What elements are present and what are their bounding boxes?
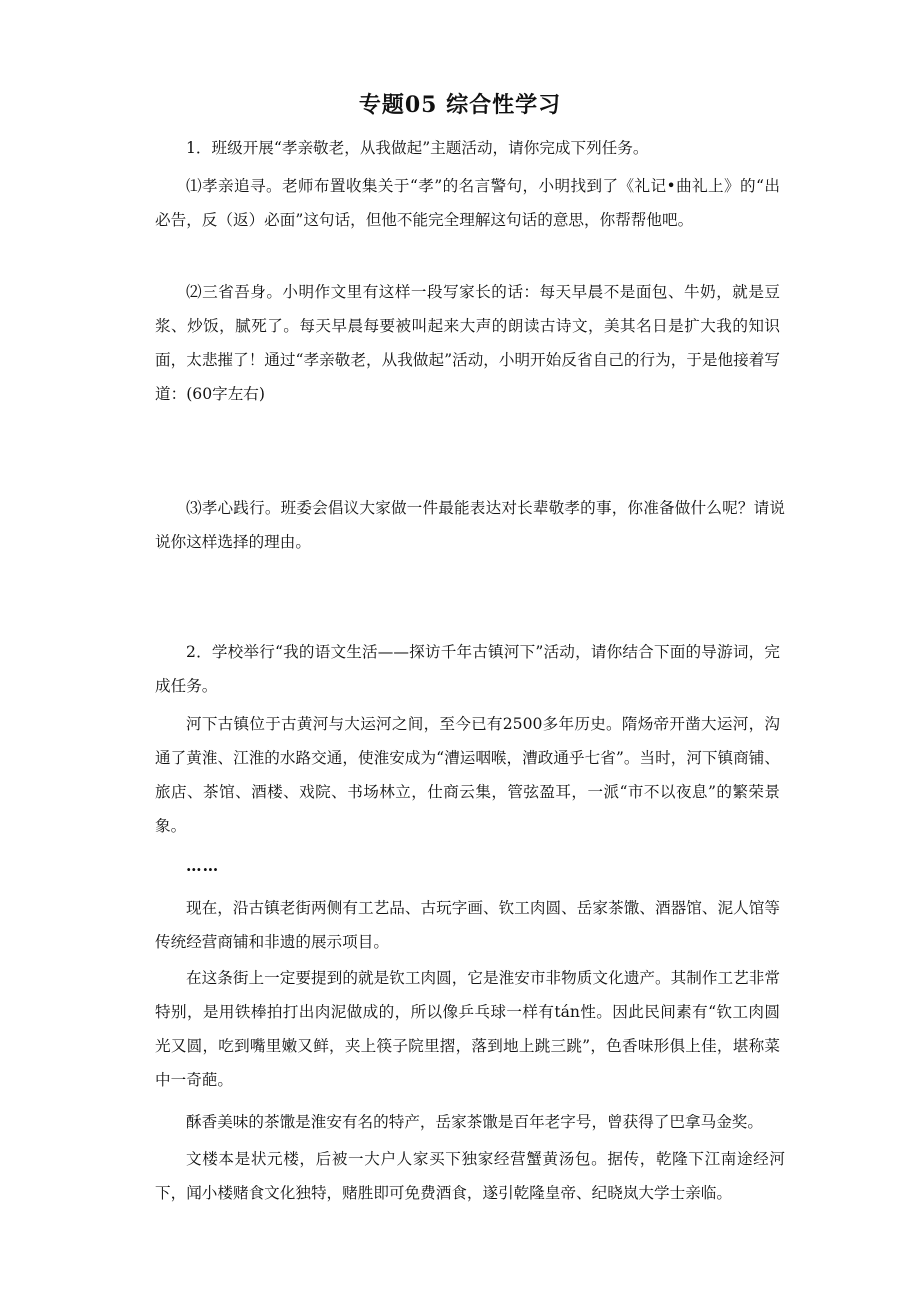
question-2-paragraph-3: 在这条街上一定要提到的就是钦工肉圆，它是淮安市非物质文化遗产。其制作工艺非常特别，是用铁棒拍打出肉泥做成的，所以像乒乓球一样有tán性。因此民间素有“钦工肉圆光又圆，吃到嘴里嫩又鲜，夹上筷子院里摺，落到地上跳三跳”，色香味形俱上佳，堪称菜中一奇葩。: [155, 969, 780, 1089]
page-title: 专题05 综合性学习: [358, 92, 562, 118]
ellipsis: ……: [186, 856, 220, 875]
question-1-intro: 1．班级开展“孝亲敬老，从我做起”主题活动，请你完成下列任务。: [186, 139, 649, 157]
question-1-sub-2: ⑵三省吾身。小明作文里有这样一段写家长的话：每天早晨不是面包、牛奶，就是豆浆、炒饭，腻死了。每天早晨每要被叫起来大声的朗读古诗文，美其名日是扩大我的知识面，太悲摧了！通过“孝亲敬老，从我做起”活动，小明开始反省自己的行为，于是他接着写道：(60字左右): [155, 283, 780, 403]
question-2-paragraph-4: 酥香美味的茶馓是淮安有名的特产，岳家茶馓是百年老字号，曾获得了巴拿马金奖。: [186, 1113, 763, 1131]
question-1-sub-1: ⑴孝亲追寻。老师布置收集关于“孝”的名言警句，小明找到了《礼记•曲礼上》的“出必告，反（返）必面”这句话，但他不能完全理解这句话的意思，你帮帮他吧。: [155, 177, 780, 229]
question-2-paragraph-1: 河下古镇位于古黄河与大运河之间，至今已有2500多年历史。隋炀帝开凿大运河，沟通了黄淮、江淮的水路交通，使淮安成为“漕运咽喉，漕政通乎七省”。当时，河下镇商铺、旅店、茶馆、酒楼、戏院、书场林立，仕商云集，管弦盈耳，一派“市不以夜息”的繁荣景象。: [155, 715, 780, 835]
question-2-intro: 2．学校举行“我的语文生活——探访千年古镇河下”活动，请你结合下面的导游词，完成任务。: [155, 643, 780, 695]
question-1-sub-3: ⑶孝心践行。班委会倡议大家做一件最能表达对长辈敬孝的事，你准备做什么呢？请说说你这样选择的理由。: [155, 499, 785, 551]
question-2-paragraph-5: 文楼本是状元楼，后被一大户人家买下独家经营蟹黄汤包。据传，乾隆下江南途经河下，闻小楼赌食文化独特，赌胜即可免费酒食，遂引乾隆皇帝、纪晓岚大学士亲临。: [155, 1150, 785, 1202]
question-2-paragraph-2: 现在，沿古镇老街两侧有工艺品、古玩字画、钦工肉圆、岳家茶馓、酒器馆、泥人馆等传统经营商铺和非遗的展示项目。: [155, 899, 780, 951]
